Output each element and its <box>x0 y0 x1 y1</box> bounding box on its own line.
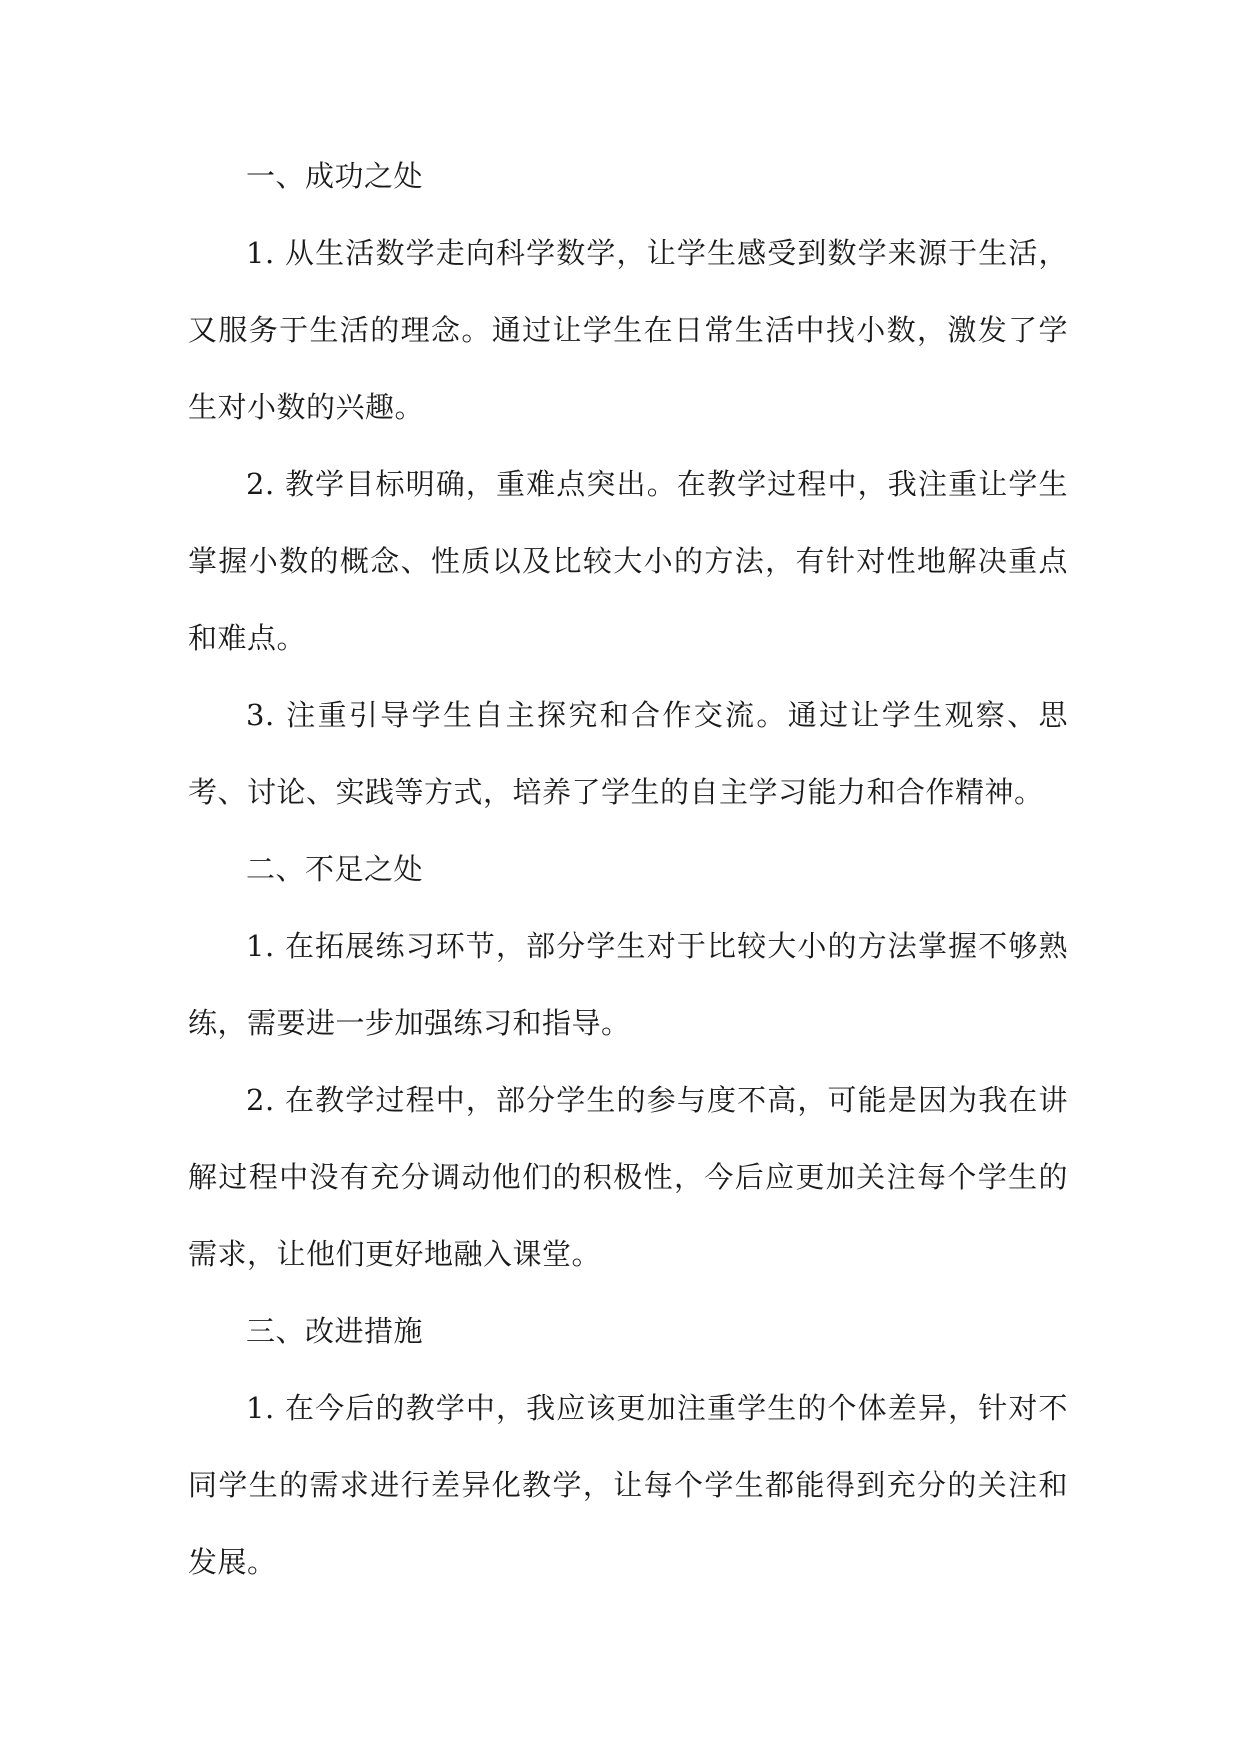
document-body <box>188 138 1068 1601</box>
paragraph-shortcomings-1: 1. 在拓展练习环节，部分学生对于比较大小的方法掌握不够熟练，需要进一步加强练习和指导。 <box>188 929 1068 1040</box>
paragraph-success-2: 2. 教学目标明确，重难点突出。在教学过程中，我注重让学生掌握小数的概念、性质以及比较大小的方法，有针对性地解决重点和难点。 <box>188 467 1068 655</box>
section-heading-success: 一、成功之处 <box>246 159 424 193</box>
paragraph-improvements-1: 1. 在今后的教学中，我应该更加注重学生的个体差异，针对不同学生的需求进行差异化教学，让每个学生都能得到充分的关注和发展。 <box>188 1391 1068 1579</box>
paragraph-shortcomings-2: 2. 在教学过程中，部分学生的参与度不高，可能是因为我在讲解过程中没有充分调动他们的积极性，今后应更加关注每个学生的需求，让他们更好地融入课堂。 <box>188 1083 1068 1271</box>
paragraph-success-1: 1. 从生活数学走向科学数学，让学生感受到数学来源于生活，又服务于生活的理念。通过让学生在日常生活中找小数，激发了学生对小数的兴趣。 <box>188 236 1068 424</box>
section-heading-improvements: 三、改进措施 <box>246 1314 424 1348</box>
paragraph-success-3: 3. 注重引导学生自主探究和合作交流。通过让学生观察、思考、讨论、实践等方式，培养了学生的自主学习能力和合作精神。 <box>188 698 1068 809</box>
section-heading-shortcomings: 二、不足之处 <box>246 852 424 886</box>
